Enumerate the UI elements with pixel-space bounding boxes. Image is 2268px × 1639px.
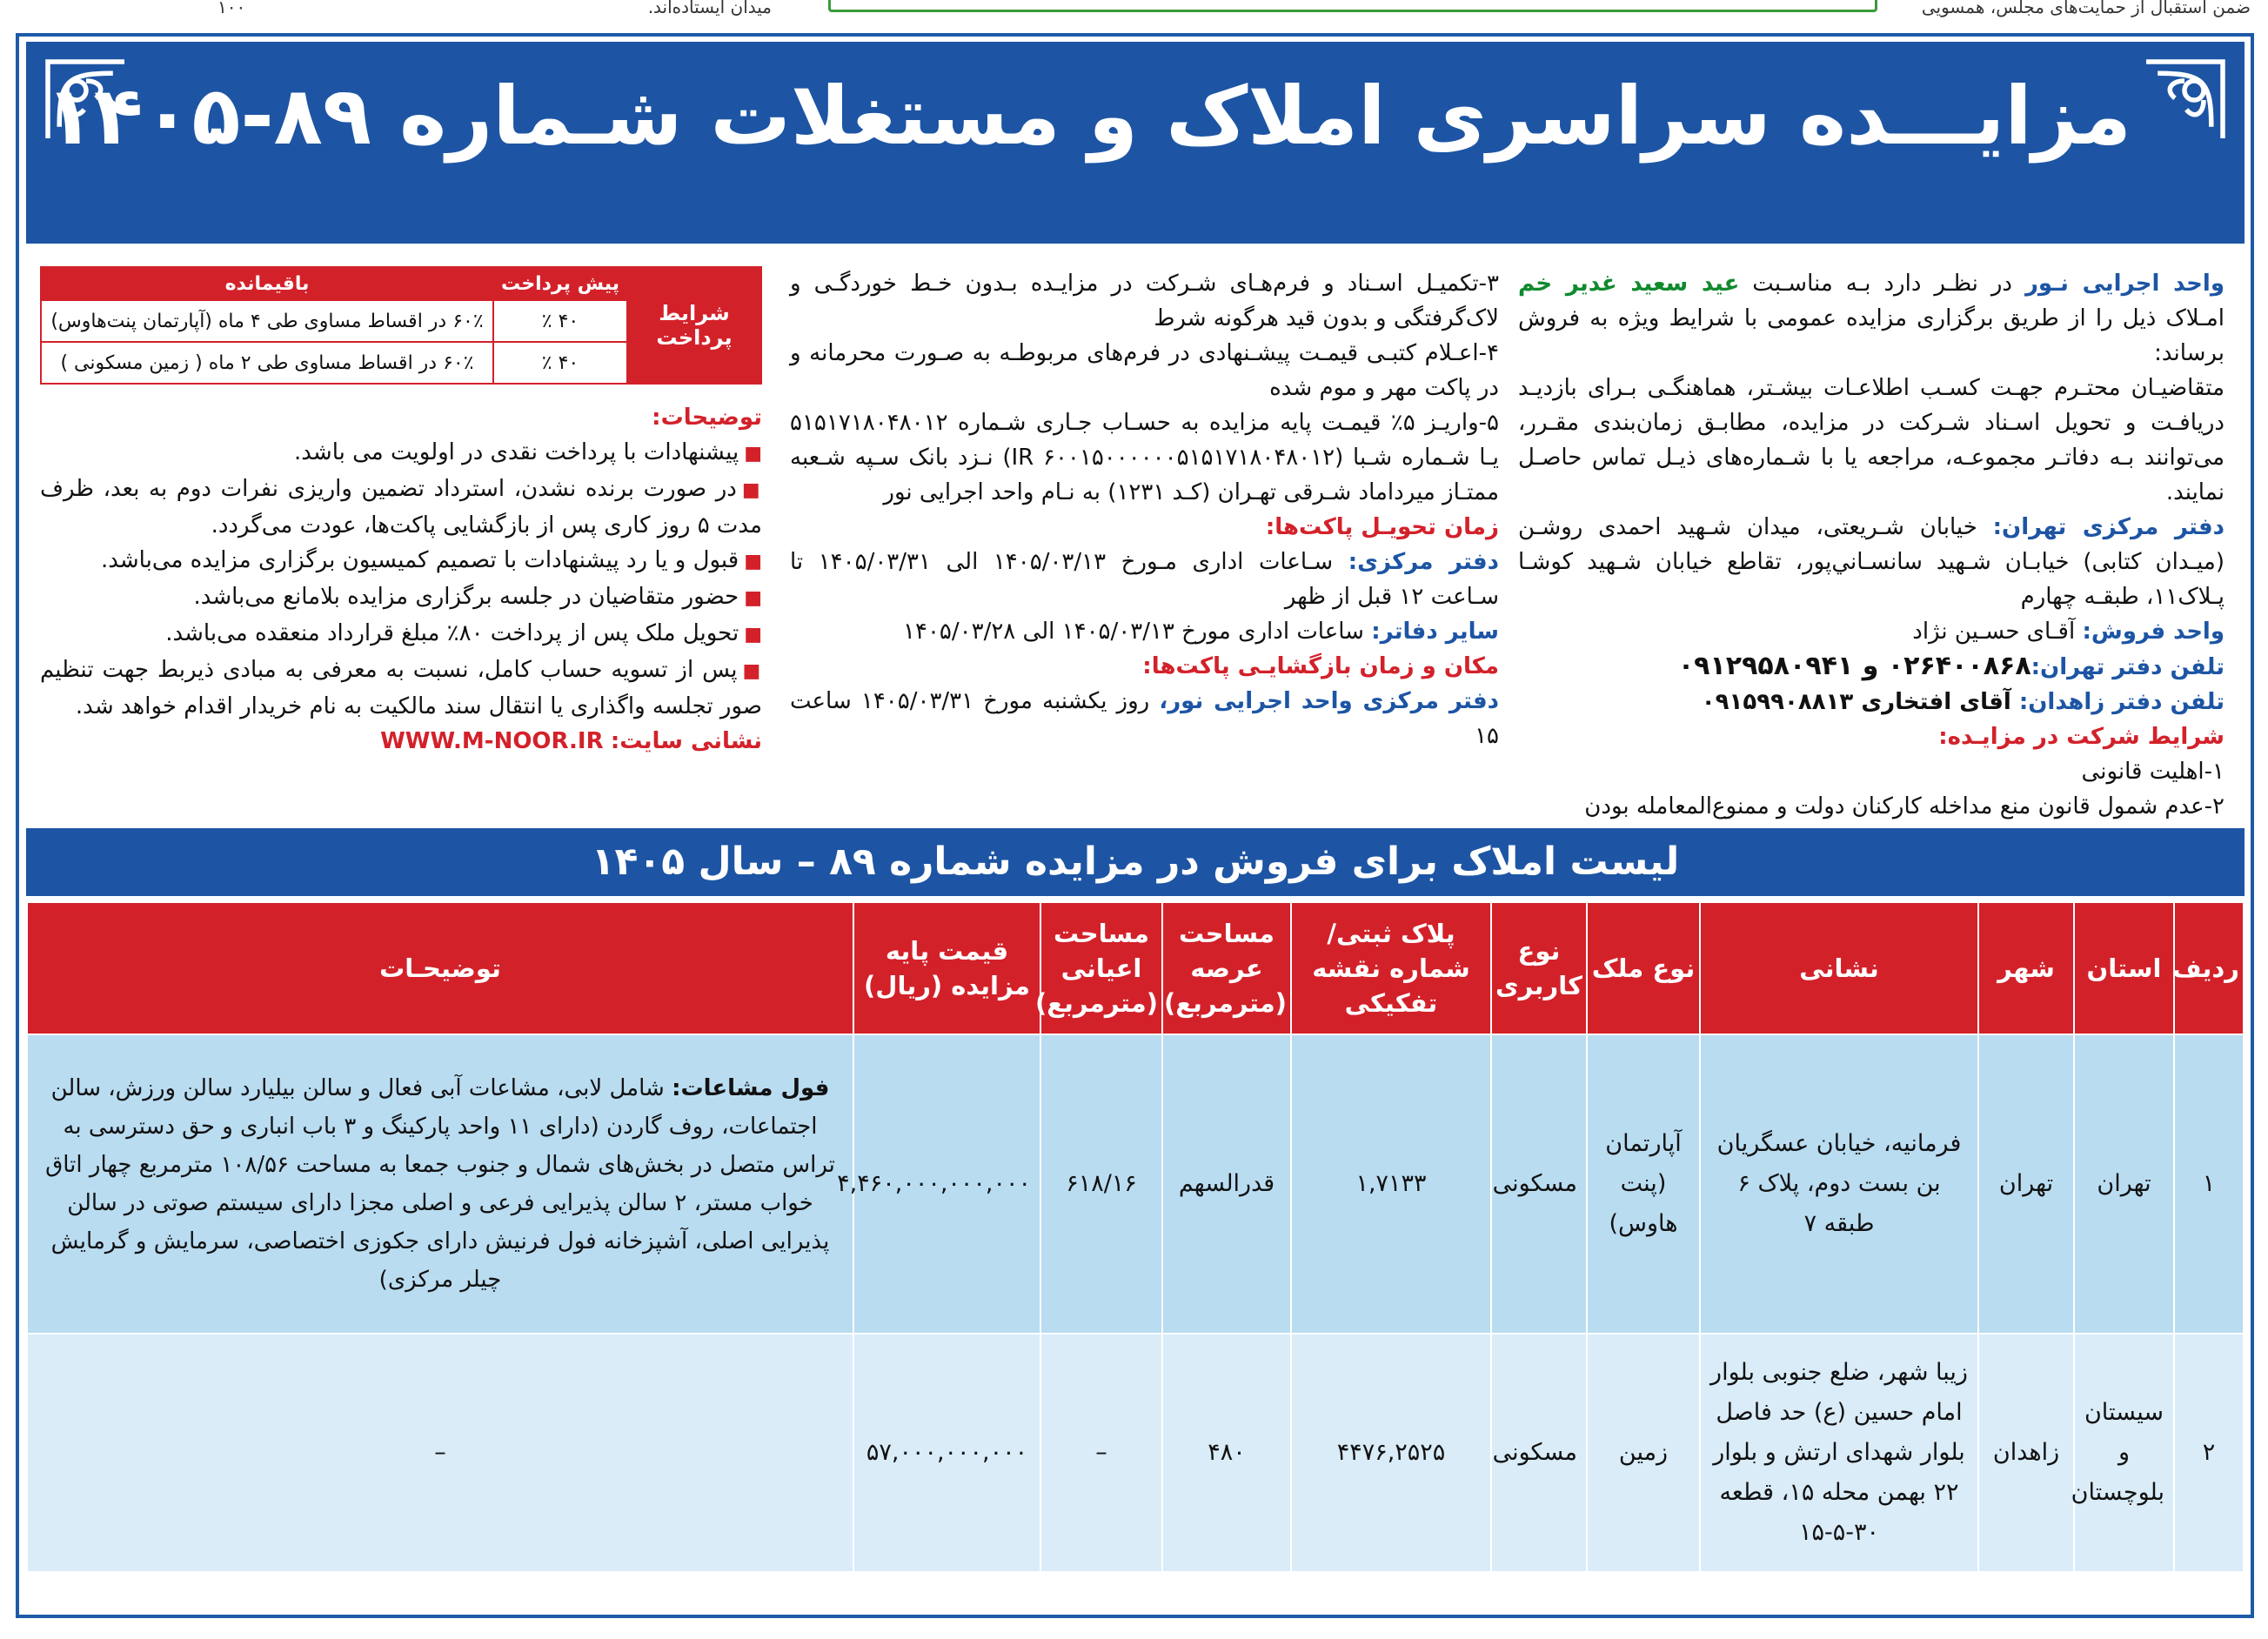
- sales-text: آقـای حسـین نژاد: [1912, 619, 2083, 645]
- central-office-time: [790, 545, 1499, 614]
- central-office-label: دفتر مرکزی:: [1348, 549, 1499, 575]
- cell-province: تهران: [2074, 1034, 2174, 1334]
- header-city: شهر: [1978, 902, 2074, 1034]
- hq-label: دفتر مرکزی تهران:: [1992, 514, 2225, 540]
- payment-remaining: ۶۰٪ در اقساط مساوی طی ۴ ماه (آپارتمان پنت‌هاوس): [41, 300, 493, 342]
- desc-text: –: [434, 1439, 446, 1466]
- desc-text: شامل لابی، مشاعات آبی فعال و سالن بیلیارد سالن ورزش، سالن اجتماعات، روف گاردن (دارای ۱۱ واحد پارکینگ و ۳ باب انباری و حق دسترسی به تراس متصل در بخش‌های شمال و جنوب جمعا به مساحت ۱۰۸/۵۶ مترمربع چهار اتاق خواب مستر، ۲ سالن پذیرایی فرعی و اصلی مجزا دارای سیستم صوتی در سالن پذیرایی اصلی، آشپزخانه فول فرنیش دارای جکوزی اختصاصی، سرمایش و گرمایش چیلر مرکزی): [45, 1075, 835, 1293]
- note-item: ■پس از تسویه حساب کامل، نسبت به معرفی به مبادی ذیربط جهت تنظیم صور تجلسه واگذاری یا انتقال سند مالکیت به نام خریدار اقدام خواهد شد.: [40, 657, 762, 719]
- opening-label: دفتر مرکزی واحد اجرایی نور،: [1159, 688, 1499, 714]
- note-item: ■تحویل ملک پس از پرداخت ۸۰٪ مبلغ قرارداد منعقده می‌باشد.: [165, 620, 762, 646]
- header-province: استان: [2074, 902, 2174, 1034]
- note-text: تحویل ملک پس از پرداخت ۸۰٪ مبلغ قرارداد منعقده می‌باشد.: [165, 620, 739, 646]
- central-office-text: سـاعات اداری مـورخ ۱۴۰۵/۰۳/۱۳ الی ۱۴۰۵/۰۳/۳۱ تا سـاعت ۱۲ قبل از ظهر: [790, 549, 1499, 610]
- cell-no: ۱: [2174, 1034, 2244, 1334]
- payment-prepay: ۴۰ ٪: [493, 342, 627, 384]
- item-5: ۵-واریـز ۵٪ قیمـت پایه مزایده به حسـاب جـاری شـماره ۵۱۵۱۷۱۸۰۴۸۰۱۲ یـا شـماره شـبا (۶۰۰۱۵۰۰۰۰۰۰۵۱۵۱۷۱۸۰۴۸۰۱۲ IR) نـزد بانک سـپه شـعبه ممتـاز میرداماد شـرقی تهـران (کـد ۱۲۳۱) به نـام واحد اجرایی نور: [790, 410, 1500, 505]
- opening-info: [790, 684, 1499, 753]
- cell-property-type: آپارتمان (پنت هاوس): [1587, 1034, 1700, 1334]
- site-line: [40, 724, 762, 759]
- top-strip-right-text: ضمن استقبال از حمایت‌های مجلس، همسویی: [1921, 0, 2251, 17]
- site-link[interactable]: WWW.M-NOOR.IR: [380, 728, 604, 754]
- table-header-row: [27, 902, 2244, 1034]
- item-3: ۳-تکمیـل اسـناد و فرم‌هـای شـرکت در مزایـده بـدون خـط خوردگـی و لاک‌گرفتگی و بدون قید هرگونه شرط: [790, 271, 1499, 331]
- conditions-title: شرایط شرکت در مزایـده:: [1938, 724, 2225, 750]
- header-plate: پلاک ثبتی/ شماره نقشه تفکیکی: [1291, 902, 1491, 1034]
- properties-table: [26, 901, 2245, 1573]
- payment-prepay: ۴۰ ٪: [493, 300, 627, 342]
- notes-title: توضیحات:: [652, 405, 762, 431]
- cell-land-area: قدرالسهم: [1162, 1034, 1291, 1334]
- cell-price: ۴,۴۶۰,۰۰۰,۰۰۰,۰۰۰: [853, 1034, 1040, 1334]
- header-property-type: نوع ملک: [1587, 902, 1700, 1034]
- note-item: ■در صورت برنده نشدن، استرداد تضمین واریزی نفرات دوم به بعد، ظرف مدت ۵ روز کاری پس از بازگشایی پاکت‌ها، عودت می‌گردد.: [40, 476, 762, 539]
- header-no: ردیف: [2174, 902, 2244, 1034]
- top-strip-box: [828, 0, 1877, 12]
- note-text: پس از تسویه حساب کامل، نسبت به معرفی به مبادی ذیربط جهت تنظیم صور تجلسه واگذاری یا انتقال سند مالکیت به نام خریدار اقدام خواهد شد.: [40, 657, 762, 719]
- other-offices-label: سایر دفاتر:: [1371, 619, 1499, 645]
- cell-province: سیستان و بلوچستان: [2074, 1334, 2174, 1572]
- cell-price: ۵۷,۰۰۰,۰۰۰,۰۰۰: [853, 1334, 1040, 1572]
- intro-label: واحد اجرایی نـور: [2024, 271, 2225, 297]
- item-4: ۴-اعـلام کتبـی قیمـت پیشـنهادی در فرم‌های مربوطـه به صـورت محرمانه و در پاکت مهر و موم شده: [790, 340, 1499, 401]
- other-offices-text: ساعات اداری مورخ ۱۴۰۵/۰۳/۱۳ الی ۱۴۰۵/۰۳/۲۸: [903, 619, 1372, 645]
- cell-property-type: زمین: [1587, 1334, 1700, 1572]
- note-item: ■قبول و یا رد پیشنهادات با تصمیم کمیسیون برگزاری مزایده می‌باشد.: [100, 547, 762, 573]
- header-description: توضیحـات: [27, 902, 853, 1034]
- cell-description: [27, 1034, 853, 1334]
- note-text: حضور متقاضیان در جلسه برگزاری مزایده بلامانع می‌باشد.: [193, 584, 739, 610]
- payment-remaining: ۶۰٪ در اقساط مساوی طی ۲ ماه ( زمین مسکونی ): [41, 342, 493, 384]
- header-price: قیمت پایه مزایده (ریال): [853, 902, 1040, 1034]
- note-text: پیشنهادات با پرداخت نقدی در اولویت می باشد.: [294, 439, 739, 465]
- top-strip: [0, 0, 2268, 30]
- payment-side-label: شرایط پرداخت: [627, 267, 761, 384]
- desc-label: فول مشاعات:: [672, 1075, 830, 1101]
- occasion: عید سعید غدیر خم: [1518, 271, 1740, 297]
- note-item: ■حضور متقاضیان در جلسه برگزاری مزایده بلامانع می‌باشد.: [193, 584, 762, 610]
- header-use: نوع کاربری: [1491, 902, 1587, 1034]
- cell-plate: ۴۴۷۶,۲۵۲۵: [1291, 1334, 1491, 1572]
- notes-section: [40, 400, 762, 759]
- list-title: لیست املاک برای فروش در مزایده شماره ۸۹ – سال ۱۴۰۵: [26, 828, 2245, 896]
- cell-address: زیبا شهر، ضلع جنوبی بلوار امام حسین (ع) حد فاصل بلوار شهدای ارتش و بلوار ۲۲ بهمن محله ۱۵، قطعه ۳۰-۵-۱۵: [1700, 1334, 1978, 1572]
- condition-2: ۲-عدم شمول قانون منع مداخله کارکنان دولت و ممنوع‌المعامله بودن: [1584, 793, 2225, 820]
- cell-building-area: ۶۱۸/۱۶: [1040, 1034, 1162, 1334]
- condition-1: ۱-اهلیت قانونی: [2081, 759, 2225, 785]
- intro-paragraph-2: متقاضیـان محتـرم جهـت کسـب اطلاعـات بیشـتر، هماهنگـی بـرای بازدیـد دریافـت و تحویل اسـناد شـرکت در مزایده، مطابـق زمان‌بندی مقـرر، می‌توانند بـه دفاتـر مجموعـه، مراجعه یا با شـماره‌های ذیـل تماس حاصـل نمایند.: [1518, 375, 2225, 505]
- cell-address: فرمانیه، خیابان عسگریان بن بست دوم، پلاک ۶ طبقه ۷: [1700, 1034, 1978, 1334]
- cell-no: ۲: [2174, 1334, 2244, 1572]
- other-offices-time: [790, 614, 1499, 649]
- zahedan-phone-label: تلفن دفتر زاهدان:: [2018, 689, 2225, 715]
- payment-table: [40, 266, 762, 385]
- note-text: قبول و یا رد پیشنهادات با تصمیم کمیسیون برگزاری مزایده می‌باشد.: [100, 547, 739, 573]
- intro-text-1: در نظـر دارد بـه مناسـبت: [1739, 271, 2025, 297]
- cell-use: مسکونی: [1491, 1334, 1587, 1572]
- tehran-phone: [1518, 649, 2225, 685]
- delivery-title: زمان تحویـل پاکت‌ها:: [1265, 514, 1499, 540]
- prepay-header: پیش پرداخت: [493, 267, 627, 300]
- intro-text-2: امـلاک ذیل را از طریق برگزاری مزایده عمومی با شرایط ویژه به فروش برساند:: [1518, 305, 2225, 366]
- cell-land-area: ۴۸۰: [1162, 1334, 1291, 1572]
- page-title: مزایـــده سراسری املاک و مستغلات شـماره ۸۹-۱۴۰۵: [44, 70, 2131, 163]
- remaining-header: باقیمانده: [41, 267, 493, 300]
- header-building-area: مساحت اعیانی (مترمربع): [1040, 902, 1162, 1034]
- sales-unit: [1518, 614, 2225, 649]
- intro-paragraph: [1518, 266, 2225, 371]
- header-address: نشانی: [1700, 902, 1978, 1034]
- cell-plate: ۱,۷۱۳۳: [1291, 1034, 1491, 1334]
- cell-use: مسکونی: [1491, 1034, 1587, 1334]
- note-item: ■پیشنهادات با پرداخت نقدی در اولویت می باشد.: [294, 439, 762, 465]
- top-strip-middle-text: میدان ایستاده‌اند.: [647, 0, 772, 17]
- opening-text: روز یکشنبه مورخ ۱۴۰۵/۰۳/۳۱ ساعت ۱۵: [790, 688, 1499, 749]
- hq-address: [1518, 510, 2225, 614]
- site-label: نشانی سایت:: [610, 728, 762, 754]
- hq-text: خیابان شـریعتی، میدان شـهید احمدی روشـن (میـدان کتابی) خیابـان شـهید سانسـاني‌پور، تقاطع خیابان شـهید کوشـا پـلاک۱۱، طبقـه چهارم: [1518, 514, 2225, 610]
- zahedan-phone: [1518, 685, 2225, 719]
- table-row: [27, 1034, 2244, 1334]
- note-text: در صورت برنده نشدن، استرداد تضمین واریزی نفرات دوم به بعد، ظرف مدت ۵ روز کاری پس از بازگشایی پاکت‌ها، عودت می‌گردد.: [40, 476, 762, 539]
- tehran-phone-number: ۰۲۶۴۰۰۸۶۸ و ۰۹۱۲۹۵۸۰۹۴۱: [1677, 651, 2031, 681]
- top-strip-page-no: ۱۰۰: [217, 0, 246, 17]
- cell-building-area: –: [1040, 1334, 1162, 1572]
- right-column: [1518, 266, 2225, 824]
- cell-city: تهران: [1978, 1034, 2074, 1334]
- table-row: [27, 1334, 2244, 1572]
- ornament-right-icon: [2137, 52, 2232, 148]
- middle-column: [790, 266, 1499, 753]
- cell-city: زاهدان: [1978, 1334, 2074, 1572]
- header-land-area: مساحت عرصه (مترمربع): [1162, 902, 1291, 1034]
- opening-title: مکان و زمان بازگشایـی پاکت‌ها:: [1142, 653, 1499, 679]
- zahedan-phone-number: آقای افتخاری ۰۹۱۵۹۹۰۸۸۱۳: [1701, 689, 2019, 715]
- cell-description: [27, 1334, 853, 1572]
- tehran-phone-label: تلفن دفتر تهران:: [2030, 654, 2225, 680]
- sales-label: واحد فروش:: [2082, 619, 2225, 645]
